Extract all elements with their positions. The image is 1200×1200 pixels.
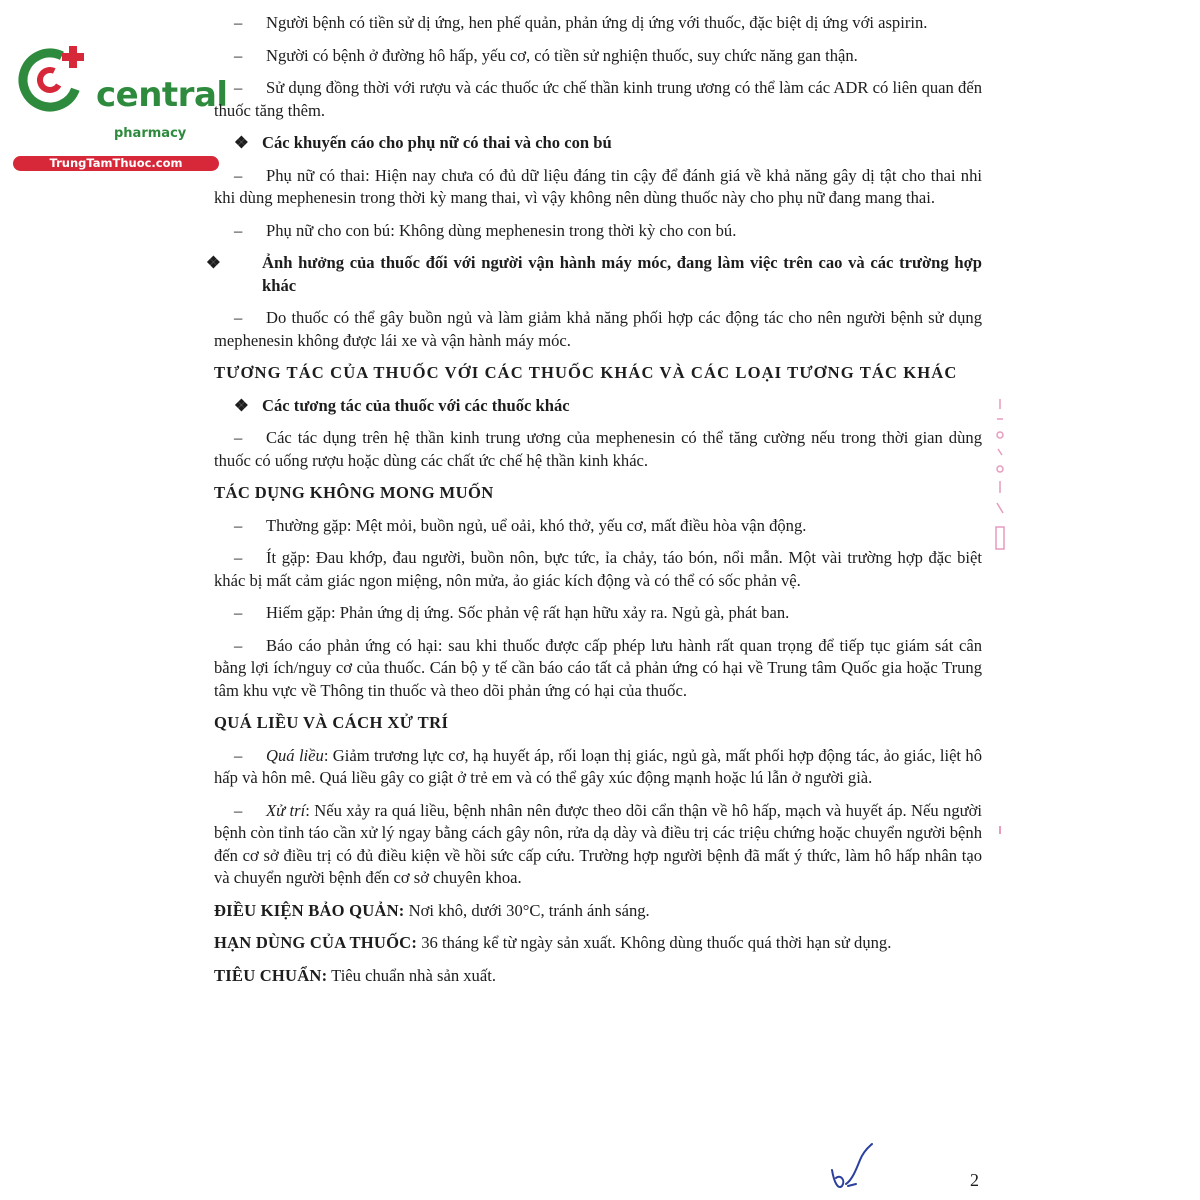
paragraph: – Phụ nữ cho con bú: Không dùng mephenesin trong thời kỳ cho con bú. [234,220,737,240]
central-pharmacy-logo [10,38,228,170]
paragraph: – Xử trí: Nếu xảy ra quá liều, bệnh nhân nên được theo dõi cẩn thận về hô hấp, mạch và huyết áp. Nếu người bệnh còn tỉnh táo cần xử lý ngay bằng cách gây nôn, rửa dạ dày và điều trị các triệu chứng hoặc chuyển người bệnh đến cơ sở điều trị có đủ điều kiện về hồi sức cấp cứu. Trường hợp người bệnh đã mất ý thức, làm hô hấp nhân tạo và chuyển người bệnh đến cơ sở chuyên khoa. [214,800,983,887]
brand-name: central [96,75,228,115]
heading-overdose: QUÁ LIỀU VÀ CÁCH XỬ TRÍ [214,713,449,732]
paragraph: – Người bệnh có tiền sử dị ứng, hen phế quản, phản ứng dị ứng với thuốc, đặc biệt dị ứng với aspirin. [234,13,928,32]
paragraph: – Các tác dụng trên hệ thần kinh trung ương của mephenesin có thể tăng cường nếu trong thời gian dùng thuốc có uống rượu hoặc dùng các chất ức chế hệ thần kinh khác. [214,428,982,470]
paragraph: – Ít gặp: Đau khớp, đau người, buồn nôn, bực tức, ỉa chảy, táo bón, nổi mẫn. Một vài trường hợp đặc biệt khác bị mất cảm giác ngon miệng, nôn mửa, ảo giác kích động và có thể có sốc phản vệ. [214,548,982,590]
paragraph: – Quá liều: Giảm trương lực cơ, hạ huyết áp, rối loạn thị giác, ngủ gà, mất phối hợp động tác, ảo giác, liệt hô hấp và hôn mê. Quá liều gây co giật ở trẻ em và có thể gây xúc động mạnh hoặc lú lẫn ở người già. [214,745,982,787]
stamp-dot-icon [996,825,1004,835]
paragraph: – Hiếm gặp: Phản ứng dị ứng. Sốc phản vệ rất hạn hữu xảy ra. Ngủ gà, phát ban. [234,603,790,622]
stamp-mark-icon [990,395,1010,565]
page-number: 2 [970,1170,979,1190]
signature-icon [826,1140,886,1195]
heading-interactions: TƯƠNG TÁC CỦA THUỐC VỚI CÁC THUỐC KHÁC VÀ CÁC LOẠI TƯƠNG TÁC KHÁC [214,363,958,382]
standard: TIÊU CHUẨN: Tiêu chuẩn nhà sản xuất. [214,965,496,985]
subheading-drug-interactions: ❖ Các tương tác của thuốc với các thuốc khác [214,395,982,418]
heading-side-effects: TÁC DỤNG KHÔNG MONG MUỐN [214,483,494,502]
shelf-life: HẠN DÙNG CỦA THUỐC: 36 tháng kể từ ngày sản xuất. Không dùng thuốc quá thời hạn sử dụng. [214,933,892,952]
subheading-machinery: ❖ Ảnh hưởng của thuốc đối với người vận hành máy móc, đang làm việc trên cao và các trường hợp khác [206,253,982,295]
paragraph: – Thường gặp: Mệt mỏi, buồn ngủ, uể oải, khó thở, yếu cơ, mất điều hòa vận động. [234,515,807,535]
storage-conditions: ĐIỀU KIỆN BẢO QUẢN: Nơi khô, dưới 30°C, tránh ánh sáng. [214,900,650,920]
paragraph: – Báo cáo phản ứng có hại: sau khi thuốc được cấp phép lưu hành rất quan trọng để tiếp tục giám sát cân bằng lợi ích/nguy cơ của thuốc. Cán bộ y tế cần báo cáo tất cả phản ứng có hại về Trung tâm Quốc gia hoặc Trung tâm khu vực về Thông tin thuốc và theo dõi phản ứng có hại của thuốc. [214,635,982,700]
document-page [206,12,983,997]
paragraph: – Phụ nữ có thai: Hiện nay chưa có đủ dữ liệu đáng tin cậy để đánh giá về khả năng gây dị tật cho thai nhi khi dùng mephenesin trong thời kỳ mang thai, vì vậy không nên dùng thuốc này cho phụ nữ đang mang thai. [214,165,982,207]
diamond-bullet-icon: ❖ [206,253,221,272]
brand-site: TrungTamThuoc.com [13,156,219,171]
brand-sub: pharmacy [114,126,187,141]
paragraph: – Sử dụng đồng thời với rượu và các thuốc ức chế thần kinh trung ương có thể làm các ADR có liên quan đến thuốc tăng thêm. [214,78,982,120]
diamond-bullet-icon: ❖ [234,133,249,152]
subheading-pregnancy: ❖ Các khuyến cáo cho phụ nữ có thai và cho con bú [214,132,982,155]
paragraph: – Do thuốc có thể gây buồn ngủ và làm giảm khả năng phối hợp các động tác cho nên người bệnh sử dụng mephenesin không được lái xe và vận hành máy móc. [214,308,982,350]
paragraph: – Người có bệnh ở đường hô hấp, yếu cơ, có tiền sử nghiện thuốc, suy chức năng gan thận. [234,45,858,65]
pharmacy-c-cross-icon [12,40,92,120]
diamond-bullet-icon: ❖ [234,395,249,415]
